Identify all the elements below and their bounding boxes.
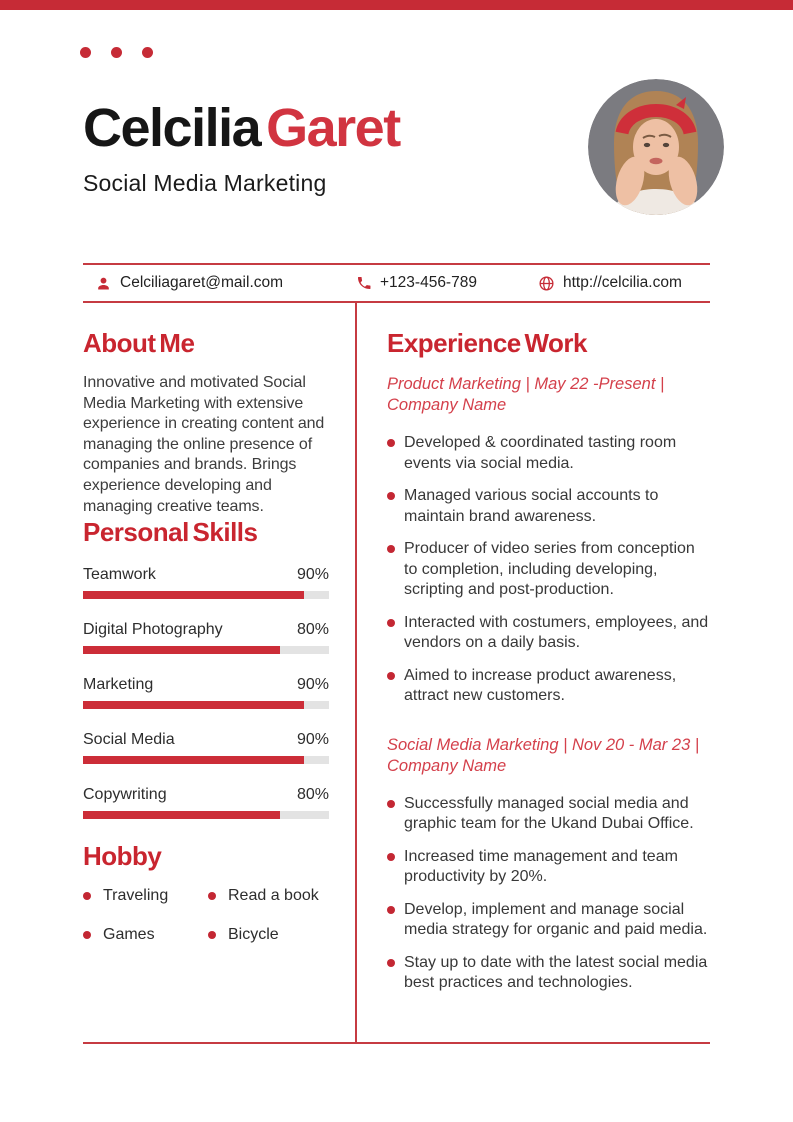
bullet-dot-icon: [208, 931, 216, 939]
skill-label: Digital Photography: [83, 621, 223, 639]
job-bullet: [387, 953, 709, 994]
decor-dots: [80, 47, 153, 58]
hobby-label: Traveling: [103, 887, 169, 905]
bullet-text: Successfully managed social media and graphic team for the Ukand Dubai Office.: [404, 794, 694, 832]
contact-email[interactable]: [95, 274, 283, 292]
skill-bar-track: [83, 811, 329, 819]
job-heading: Product Marketing | May 22 -Present | Company Name: [387, 375, 665, 414]
skill-bar-fill: [83, 591, 304, 599]
skill-bar-track: [83, 591, 329, 599]
skill-item: [83, 566, 329, 599]
first-name: Celcilia: [83, 98, 261, 158]
hobby-item: [208, 926, 329, 944]
skill-bar-fill: [83, 646, 280, 654]
skill-value: 80%: [296, 621, 329, 639]
person-icon: [95, 275, 112, 292]
skill-bar-fill: [83, 701, 304, 709]
left-column: [83, 328, 329, 944]
skill-label: Social Media: [83, 731, 175, 749]
job-bullet: [387, 794, 709, 835]
hobby-item: [208, 887, 329, 905]
skill-bar-fill: [83, 811, 280, 819]
skill-bar-track: [83, 701, 329, 709]
job-bullet: [387, 539, 709, 601]
contact-bar: [83, 263, 710, 303]
skill-label: Marketing: [83, 676, 154, 694]
bullet-dot-icon: [387, 800, 395, 808]
job-bullet: [387, 847, 709, 888]
bullet-text: Managed various social accounts to maintain brand awareness.: [404, 487, 659, 525]
skill-label: Copywriting: [83, 786, 167, 804]
skill-value: 80%: [296, 786, 329, 804]
bullet-dot-icon: [387, 439, 395, 447]
bullet-text: Producer of video series from conception to completion, including developing, scripting and post-production.: [404, 540, 695, 598]
skill-item: [83, 676, 329, 709]
job-bullet: [387, 613, 709, 654]
skill-bar-track: [83, 756, 329, 764]
right-column: [387, 328, 709, 1006]
skills-list: [83, 566, 329, 819]
skill-item: [83, 621, 329, 654]
email-text: Celciliagaret@mail.com: [120, 274, 284, 291]
skill-value: 90%: [296, 731, 329, 749]
hobby-item: [83, 887, 208, 905]
skill-label: Teamwork: [83, 566, 156, 584]
job-bullet: [387, 433, 709, 474]
website-text: http://celcilia.com: [563, 274, 682, 291]
skill-value: 90%: [296, 566, 329, 584]
bullet-text: Increased time management and team productivity by 20%.: [404, 847, 678, 885]
red-dot: [111, 47, 122, 58]
red-dot: [80, 47, 91, 58]
bullet-dot-icon: [387, 619, 395, 627]
bullet-text: Developed & coordinated tasting room events via social media.: [404, 434, 677, 472]
bullet-dot-icon: [387, 853, 395, 861]
hobby-label: Bicycle: [228, 926, 279, 944]
hobby-label: Read a book: [228, 887, 319, 905]
skill-item: [83, 786, 329, 819]
job-bullet-list: [387, 794, 709, 994]
contact-website[interactable]: [538, 274, 682, 292]
hobby-title: Hobby: [83, 841, 162, 872]
experience-title: Experience Work: [387, 328, 588, 358]
bullet-dot-icon: [387, 545, 395, 553]
about-text: Innovative and motivated Social Media Marketing with extensive experience in creating content and managing the online presence of companies and brands. Brings experience developing and managing creative teams.: [83, 374, 325, 515]
bullet-dot-icon: [387, 906, 395, 914]
hobby-label: Games: [103, 926, 155, 944]
bottom-rule: [83, 1042, 710, 1044]
skills-title: Personal Skills: [83, 517, 258, 548]
phone-icon: [356, 275, 372, 291]
bullet-dot-icon: [83, 892, 91, 900]
bullet-dot-icon: [83, 931, 91, 939]
bullet-dot-icon: [387, 492, 395, 500]
job-subtitle: Social Media Marketing: [83, 170, 327, 196]
skill-item: [83, 731, 329, 764]
job-bullet: [387, 486, 709, 527]
bullet-text: Interacted with costumers, employees, and vendors on a daily basis.: [404, 613, 709, 651]
avatar: [588, 79, 724, 215]
column-divider: [355, 303, 357, 1042]
skill-bar-track: [83, 646, 329, 654]
job-bullet: [387, 666, 709, 707]
bullet-dot-icon: [387, 672, 395, 680]
skill-bar-fill: [83, 756, 304, 764]
header: [83, 96, 563, 197]
job-bullet-list: [387, 433, 709, 707]
contact-phone[interactable]: [356, 274, 477, 292]
about-title: About Me: [83, 328, 195, 358]
globe-icon: [538, 275, 555, 292]
bullet-text: Develop, implement and manage social media strategy for organic and paid media.: [404, 900, 708, 938]
avatar-illustration: [588, 79, 724, 215]
phone-text: +123-456-789: [380, 274, 477, 291]
last-name: Garet: [266, 98, 400, 158]
person-name: [83, 96, 563, 160]
hobby-list: [83, 887, 329, 944]
bullet-text: Aimed to increase product awareness, attract new customers.: [404, 666, 677, 704]
red-dot: [142, 47, 153, 58]
bullet-dot-icon: [208, 892, 216, 900]
hobby-item: [83, 926, 208, 944]
bullet-text: Stay up to date with the latest social media best practices and technologies.: [404, 953, 708, 991]
bullet-dot-icon: [387, 959, 395, 967]
job-bullet: [387, 900, 709, 941]
skill-value: 90%: [296, 676, 329, 694]
job-heading: Social Media Marketing | Nov 20 - Mar 23 | Company Name: [387, 735, 700, 775]
top-accent-bar: [0, 0, 793, 10]
